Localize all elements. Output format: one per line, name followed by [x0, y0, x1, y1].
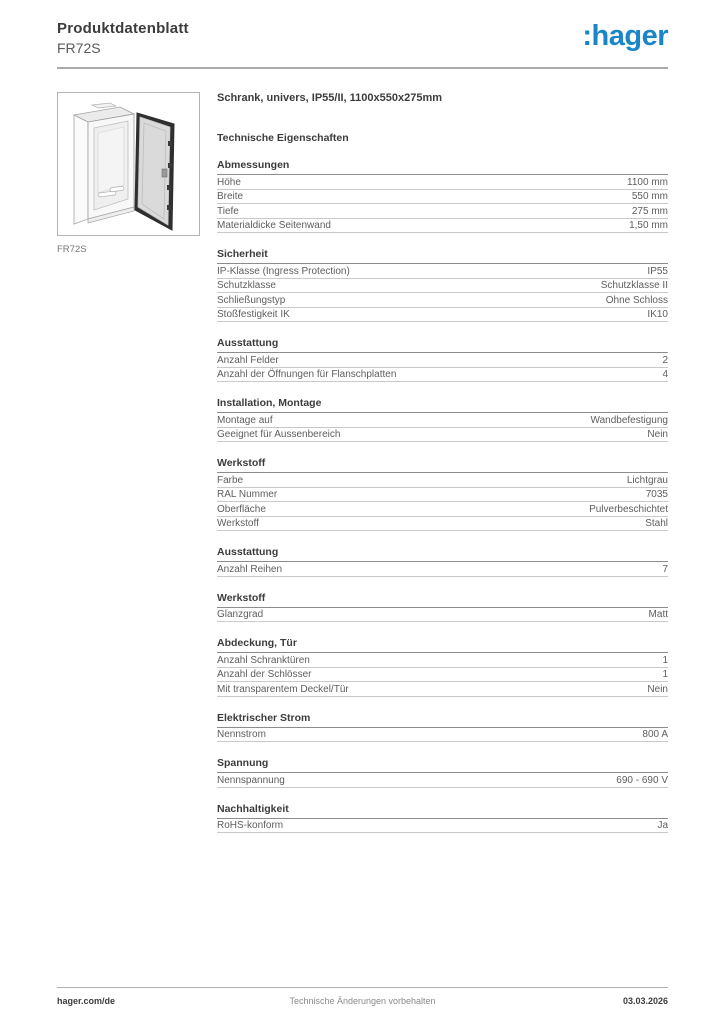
spec-label: Schließungstyp	[217, 294, 286, 306]
spec-row	[217, 264, 668, 279]
spec-section-title: Ausstattung	[217, 546, 668, 562]
spec-section	[217, 757, 668, 788]
hager-logo: :hager	[582, 20, 668, 52]
spec-label: RAL Nummer	[217, 489, 278, 501]
spec-label: Farbe	[217, 474, 244, 486]
spec-value: 4	[662, 369, 668, 381]
spec-label: Tiefe	[217, 205, 239, 217]
spec-label: Mit transparentem Deckel/Tür	[217, 683, 349, 695]
spec-section-title: Sicherheit	[217, 248, 668, 264]
spec-row	[217, 353, 668, 368]
spec-value: IP55	[647, 265, 668, 277]
spec-section-title: Werkstoff	[217, 592, 668, 608]
spec-row	[217, 653, 668, 668]
spec-row	[217, 773, 668, 788]
spec-label: Materialdicke Seitenwand	[217, 220, 331, 232]
spec-value: Nein	[647, 683, 668, 695]
spec-section-title: Abdeckung, Tür	[217, 637, 668, 653]
spec-label: Breite	[217, 191, 244, 203]
spec-value: Pulverbeschichtet	[589, 503, 668, 515]
spec-section	[217, 592, 668, 623]
spec-section-title: Elektrischer Strom	[217, 712, 668, 728]
spec-value: 1100 mm	[627, 176, 668, 188]
spec-section-title: Ausstattung	[217, 337, 668, 353]
spec-value: Ohne Schloss	[605, 294, 668, 306]
spec-row	[217, 175, 668, 190]
spec-value: Ja	[657, 820, 668, 832]
spec-section-rows	[217, 608, 668, 623]
spec-row	[217, 279, 668, 294]
spec-section-rows	[217, 353, 668, 382]
spec-section	[217, 803, 668, 834]
spec-value: 1,50 mm	[629, 220, 668, 232]
spec-label: Werkstoff	[217, 518, 259, 530]
spec-row	[217, 293, 668, 308]
spec-section	[217, 159, 668, 233]
spec-label: Anzahl Reihen	[217, 563, 283, 575]
spec-section	[217, 248, 668, 322]
spec-value: Wandbefestigung	[590, 414, 668, 426]
spec-value: 2	[662, 354, 668, 366]
spec-sections	[217, 159, 668, 833]
header-divider	[57, 67, 668, 69]
spec-section-title: Spannung	[217, 757, 668, 773]
spec-row	[217, 819, 668, 834]
spec-label: Anzahl Schranktüren	[217, 654, 310, 666]
spec-row	[217, 308, 668, 323]
spec-value: Nein	[647, 429, 668, 441]
page-title: Produktdatenblatt	[57, 20, 189, 37]
spec-row	[217, 413, 668, 428]
spec-label: Nennspannung	[217, 774, 285, 786]
spec-value: 1	[662, 654, 668, 666]
specs-column	[217, 92, 668, 848]
spec-row	[217, 562, 668, 577]
spec-label: IP-Klasse (Ingress Protection)	[217, 265, 350, 277]
product-image-caption: FR72S	[57, 244, 87, 255]
spec-row	[217, 728, 668, 743]
spec-label: Höhe	[217, 176, 241, 188]
spec-section-rows	[217, 728, 668, 743]
spec-section-title: Werkstoff	[217, 457, 668, 473]
spec-label: Anzahl Felder	[217, 354, 279, 366]
document-footer	[57, 987, 668, 1006]
spec-section-rows	[217, 413, 668, 442]
spec-section-rows	[217, 653, 668, 697]
spec-label: RoHS-konform	[217, 820, 284, 832]
spec-row	[217, 517, 668, 532]
footer-website-link[interactable]: hager.com/de	[57, 996, 116, 1006]
spec-section	[217, 457, 668, 531]
spec-row	[217, 428, 668, 443]
product-image-frame	[57, 92, 200, 236]
spec-section	[217, 397, 668, 442]
spec-value: 550 mm	[631, 191, 668, 203]
product-reference: FR72S	[57, 40, 101, 56]
spec-label: Nennstrom	[217, 729, 266, 741]
spec-value: 7035	[645, 489, 668, 501]
spec-section-rows	[217, 819, 668, 834]
spec-row	[217, 473, 668, 488]
spec-value: 275 mm	[631, 205, 668, 217]
spec-value: Stahl	[645, 518, 668, 530]
spec-row	[217, 219, 668, 234]
spec-value: Matt	[648, 609, 668, 621]
spec-value: 690 - 690 V	[616, 774, 668, 786]
spec-value: Schutzklasse II	[600, 280, 668, 292]
spec-value: 7	[662, 563, 668, 575]
spec-section	[217, 637, 668, 697]
footer-disclaimer: Technische Änderungen vorbehalten	[289, 996, 436, 1006]
spec-section-rows	[217, 473, 668, 531]
spec-section-title: Installation, Montage	[217, 397, 668, 413]
spec-section-rows	[217, 562, 668, 577]
spec-value: 800 A	[642, 729, 668, 741]
spec-label: Stoßfestigkeit IK	[217, 309, 290, 321]
spec-value: IK10	[647, 309, 668, 321]
spec-label: Glanzgrad	[217, 609, 264, 621]
spec-value: 1	[662, 669, 668, 681]
document-header	[57, 20, 668, 56]
spec-label: Schutzklasse	[217, 280, 276, 292]
spec-row	[217, 682, 668, 697]
spec-section	[217, 712, 668, 743]
spec-section-rows	[217, 773, 668, 788]
spec-section-title: Abmessungen	[217, 159, 668, 175]
tech-properties-heading: Technische Eigenschaften	[217, 132, 349, 145]
spec-row	[217, 204, 668, 219]
spec-label: Geeignet für Aussenbereich	[217, 429, 341, 441]
spec-section	[217, 546, 668, 577]
spec-row	[217, 668, 668, 683]
spec-label: Anzahl der Öffnungen für Flanschplatten	[217, 369, 397, 381]
spec-section-title: Nachhaltigkeit	[217, 803, 668, 819]
spec-label: Oberfläche	[217, 503, 266, 515]
spec-section-rows	[217, 264, 668, 322]
spec-value: Lichtgrau	[626, 474, 668, 486]
footer-date: 03.03.2026	[622, 996, 668, 1006]
cabinet-product-image	[58, 93, 199, 235]
spec-row	[217, 502, 668, 517]
spec-row	[217, 608, 668, 623]
spec-row	[217, 488, 668, 503]
spec-section	[217, 337, 668, 382]
spec-label: Anzahl der Schlösser	[217, 669, 312, 681]
spec-row	[217, 368, 668, 383]
spec-section-rows	[217, 175, 668, 233]
spec-row	[217, 190, 668, 205]
product-image-column	[57, 92, 200, 255]
product-title: Schrank, univers, IP55/II, 1100x550x275mm	[217, 92, 443, 104]
spec-label: Montage auf	[217, 414, 273, 426]
